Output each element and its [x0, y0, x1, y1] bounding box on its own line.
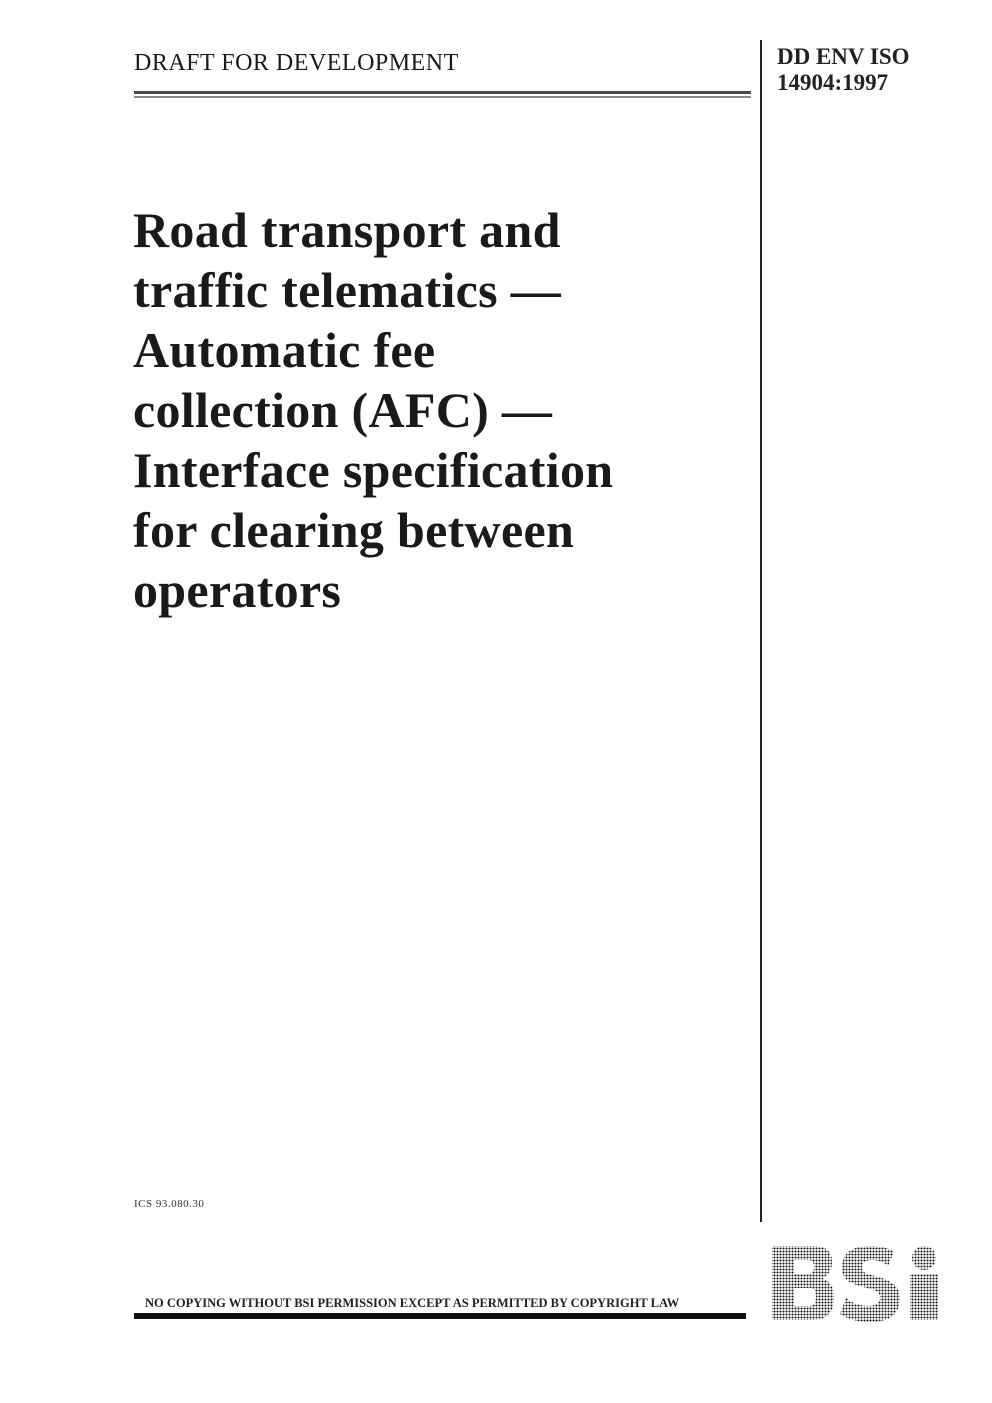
title-line: Road transport and	[133, 202, 561, 258]
title-line: Automatic fee	[133, 322, 436, 378]
title-line: collection (AFC) —	[133, 382, 553, 438]
copyright-notice: NO COPYING WITHOUT BSI PERMISSION EXCEPT AS PERMITTED BY COPYRIGHT LAW	[145, 1296, 680, 1310]
document-number-line: 14904:1997	[777, 70, 889, 95]
title-line: operators	[133, 562, 342, 618]
header-rule	[134, 91, 751, 94]
header-rule-secondary	[134, 96, 751, 98]
vertical-divider	[760, 40, 762, 1222]
title-line: traffic telematics —	[133, 262, 561, 318]
title-line: for clearing between	[133, 502, 575, 558]
ics-code: ICS 93.080.30	[134, 1198, 205, 1210]
bsi-logo-icon	[770, 1244, 946, 1322]
document-number-line: DD ENV ISO	[777, 44, 910, 69]
footer-rule	[134, 1313, 746, 1319]
document-number	[777, 44, 910, 96]
series-label: DRAFT FOR DEVELOPMENT	[134, 50, 459, 76]
title-line: Interface specification	[133, 442, 614, 498]
document-title	[133, 200, 753, 620]
